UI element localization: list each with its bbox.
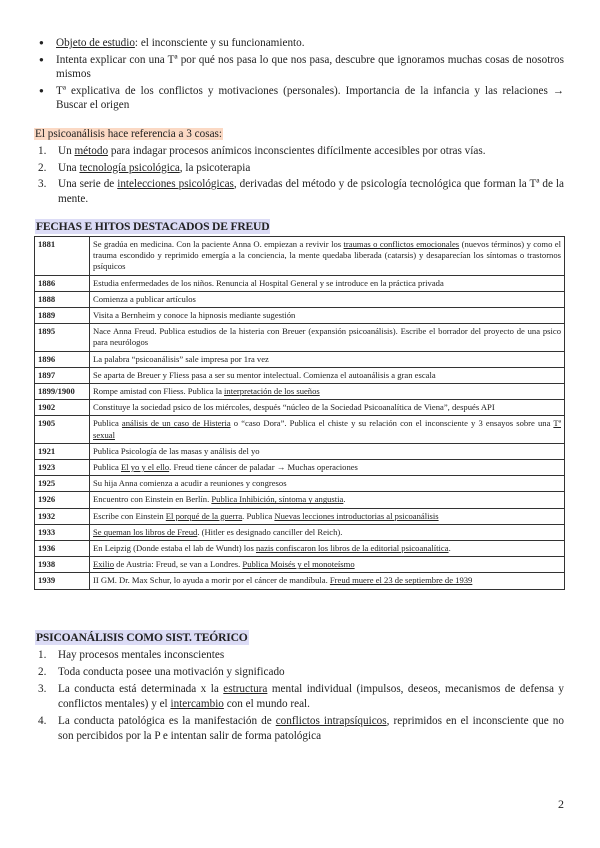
year-cell: 1926 [35,492,90,508]
table-row [35,291,565,307]
event-underlined: Publica Moisés y el monoteísmo [242,559,355,570]
event-text: Se aparta de Breuer y Fliess pasa a ser su mentor intelectual. Comienza el autoanálisis a gran escala [93,369,436,380]
table-row [35,443,565,459]
table-row [35,351,565,367]
event-cell [90,508,565,524]
table-row [35,400,565,416]
list-number: 3. [38,683,47,695]
list-underlined: tecnología psicológica [79,161,180,174]
event-text: Se gradúa en medicina. Con la paciente Anna O. empiezan a revivir los [93,239,344,249]
event-underlined: traumas o conflictos emocionales [343,239,460,249]
year-cell: 1925 [35,476,90,492]
teorico-section-title [35,631,249,644]
list-text: para indagar procesos anímicos inconscientes difícilmente accesibles por otras vías. [108,145,486,157]
event-underlined: interpretación de los sueños [224,386,320,397]
list-item [36,648,564,663]
section-heading: FECHAS E HITOS DESTACADOS DE FREUD [36,220,270,233]
event-text: II GM. Dr. Max Schur, lo ayuda a morir por el cáncer de mandíbula. [93,575,330,586]
event-text: En Leipzig (Donde estaba el lab de Wundt) los [93,543,256,554]
event-cell [90,291,565,307]
list-underlined: método [74,145,109,157]
teorico-list [36,648,564,746]
list-underlined: intelecciones psicológicas [117,178,234,190]
event-cell [90,524,565,540]
year-cell: 1899/1900 [35,384,90,400]
event-text: Nace Anna Freud. Publica estudios de la histeria con Breuer (expansión psicoanálisis). Escribe el borrador del proyecto de una psico para neurólogos [93,326,561,348]
bullet-text: : el inconsciente y su funcionamiento. [134,37,305,49]
event-cell [90,308,565,324]
event-cell [90,460,565,476]
year-cell: 1896 [35,351,90,367]
list-text: , derivadas del método y de psicología tecnológica que forman la Tª de la mente. [58,178,564,205]
table-row [35,416,565,443]
list-text: Toda conducta posee una motivación y significado [58,666,285,678]
event-text: Comienza a publicar artículos [93,293,196,304]
event-cell [90,573,565,589]
list-item [36,177,564,206]
list-number: 3. [38,178,47,190]
event-underlined: nazis confiscaron los libros de la editorial psicoanalítica [255,543,449,554]
list-number: 2. [38,161,47,174]
table-row [35,541,565,557]
list-underlined: intercambio [170,698,224,710]
event-underlined: Nuevas lecciones introductorias al psicoanálisis [274,510,439,521]
table-row [35,573,565,589]
bullet-text: Intenta explicar con una Tª por qué nos pasa lo que nos pasa, descubre que ignoramos muchas cosas de nosotros mismos [56,54,564,80]
page-number: 2 [558,797,564,811]
event-underlined: El porqué de la guerra [165,510,243,521]
year-cell: 1933 [35,524,90,540]
event-text: Visita a Bernheim y conoce la hipnosis mediante sugestión [93,310,296,321]
event-cell [90,443,565,459]
year-cell: 1886 [35,275,90,291]
year-cell: 1923 [35,460,90,476]
table-row [35,492,565,508]
list-text: La conducta está determinada x la [58,683,224,695]
list-text: con el mundo real. [223,698,310,710]
list-underlined: estructura [223,683,268,695]
year-cell: 1932 [35,508,90,524]
list-text: Una [58,161,80,174]
event-cell [90,367,565,383]
event-cell [90,400,565,416]
event-cell [90,324,565,351]
list-text: Hay procesos mentales inconscientes [58,649,225,661]
year-cell: 1938 [35,557,90,573]
event-text: Publica [93,462,121,473]
event-text: . [448,543,451,554]
bullet-underlined: Objeto de estudio [56,37,135,49]
event-cell [90,384,565,400]
table-row [35,460,565,476]
hitos-section-title [35,220,270,233]
list-text: Una serie de [58,178,118,190]
table-row [35,524,565,540]
list-item [36,682,564,712]
event-underlined: Exilio [93,559,115,570]
table-row [35,508,565,524]
year-cell: 1939 [35,573,90,589]
event-cell [90,416,565,443]
event-text: . Publica [242,510,275,521]
year-cell: 1905 [35,416,90,443]
event-text: Publica [93,418,122,429]
event-text: Publica Psicología de las masas y análisis del yo [93,445,260,456]
table-row [35,324,565,351]
table-row [35,308,565,324]
year-cell: 1902 [35,400,90,416]
year-cell: 1936 [35,541,90,557]
list-text: mental individual (impulsos, deseos, mecanismos de defensa y conflictos mentales) y el [58,683,565,710]
event-underlined: Publica Inhibición, síntoma y angustia [211,494,344,505]
event-text: Escribe con Einstein [93,510,166,521]
event-text: (nuevos términos) y como el trauma escondido y reprimido emergía a la conciencia, la mente quedaba liberada (catarsis) y desaparecían los síntomas o trastornos psíquicos [93,239,561,272]
event-underlined: Tª sexual [93,418,561,440]
list-text: , la psicoterapia [179,161,251,174]
year-cell: 1921 [35,443,90,459]
highlight-line [34,128,223,140]
event-text: Su hija Anna comienza a acudir a reuniones y congresos [93,478,287,489]
event-text: . [343,494,346,505]
highlighted-heading: El psicoanálisis hace referencia a 3 cosas: [35,128,222,140]
bullet-item [36,36,564,50]
event-cell [90,541,565,557]
event-underlined: El yo y el ello [120,462,170,473]
list-item [36,714,564,744]
event-text: La palabra “psicoanálisis” sale impresa por 1ra vez [93,353,269,364]
event-underlined: análisis de un caso de Histeria [121,418,231,429]
event-text: o “caso Dora”. Publica el chiste y su relación con el inconsciente y 3 ensayos sobre una [230,418,554,429]
list-item [36,144,564,159]
list-text: Un [58,145,75,157]
event-cell [90,476,565,492]
list-number: 4. [38,715,47,727]
event-underlined: Freud muere el 23 de septiembre de 1939 [329,575,473,586]
three-things-list [36,144,564,208]
table-row [35,476,565,492]
table-row [35,237,565,276]
year-cell: 1889 [35,308,90,324]
event-text: Rompe amistad con Fliess. Publica la [93,386,225,397]
hitos-table [34,236,565,590]
event-text: . Freud tiene cáncer de paladar → Muchas operaciones [169,462,358,473]
list-text: , reprimidos en el inconsciente que no son percibidos por la P e intentan salir de forma patológica [58,715,564,742]
list-number: 2. [38,666,47,678]
list-item [36,665,564,680]
bullet-text: Tª explicativa de los conflictos y motivaciones (personales). Importancia de la infancia y las relaciones → Buscar el origen [56,85,564,111]
list-text: La conducta patológica es la manifestación de [58,715,276,727]
table-row [35,557,565,573]
event-text: Estudia enfermedades de los niños. Renuncia al Hospital General y se introduce en la práctica privada [93,277,444,288]
table-row [35,367,565,383]
event-cell [90,351,565,367]
event-cell [90,237,565,276]
list-number: 1. [38,145,47,157]
event-cell [90,492,565,508]
year-cell: 1895 [35,324,90,351]
event-text: Constituye la sociedad psico de los miércoles, después “núcleo de la Sociedad Psicoanalítica de Viena”, después API [93,402,495,413]
intro-bullets [36,36,564,115]
section-heading: PSICOANÁLISIS COMO SIST. TEÓRICO [36,631,248,644]
list-number: 1. [38,649,47,661]
year-cell: 1897 [35,367,90,383]
event-text: Encuentro con Einstein en Berlín. [93,494,212,505]
event-text: de Austria: Freud, se van a Londres. [114,559,243,570]
year-cell: 1881 [35,237,90,276]
list-item [36,161,564,176]
table-row [35,384,565,400]
event-cell [90,557,565,573]
event-cell [90,275,565,291]
table-row [35,275,565,291]
event-text: . (Hitler es designado canciller del Reich). [197,526,343,537]
list-underlined: conflictos intrapsíquicos [275,715,387,727]
bullet-item [36,84,564,112]
event-underlined: Se queman los libros de Freud [93,526,198,537]
year-cell: 1888 [35,291,90,307]
bullet-item [36,53,564,81]
